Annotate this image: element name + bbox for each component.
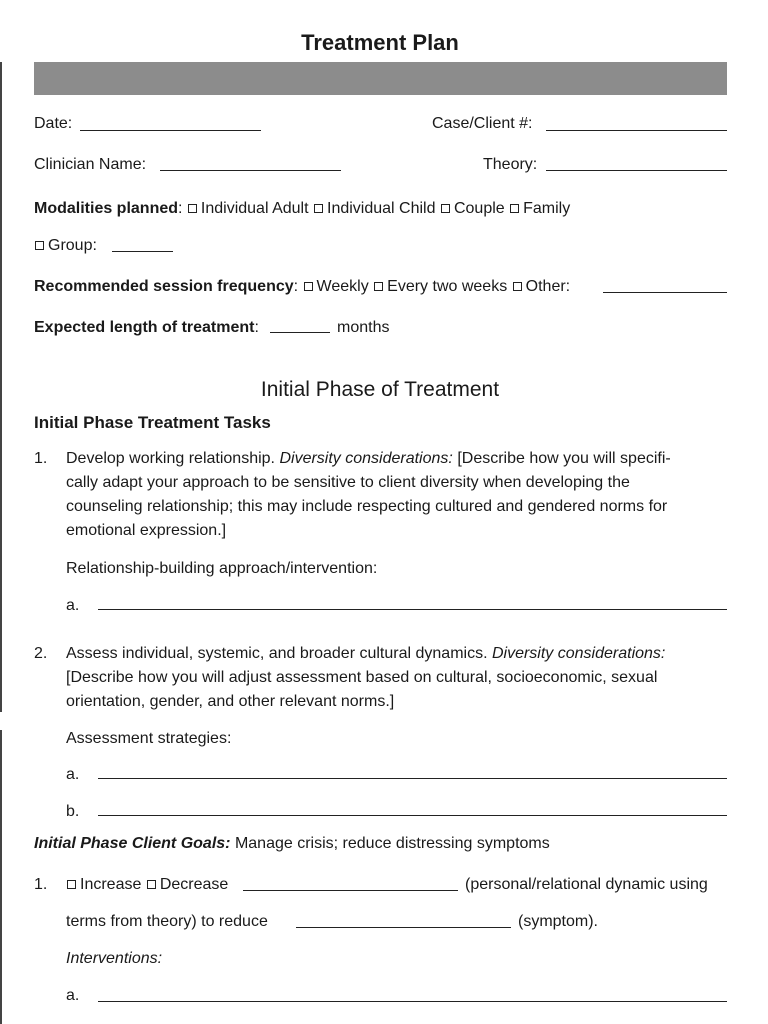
task1-item-a-label: a.	[66, 597, 80, 614]
group-row	[34, 236, 97, 256]
option-weekly: Weekly	[316, 278, 369, 295]
option-every-two-weeks: Every two weeks	[387, 278, 508, 295]
group-label: Group:	[48, 237, 97, 254]
task1-line4: emotional expression.]	[66, 522, 227, 539]
task1-line1-rest: [Describe how you will specifi-	[457, 450, 671, 467]
task2-item-b-label: b.	[66, 803, 80, 820]
option-family: Family	[523, 200, 571, 217]
frequency-other-field[interactable]	[603, 292, 727, 293]
goal1-dynamic-field[interactable]	[243, 890, 458, 891]
task1-number: 1.	[34, 450, 48, 467]
goal1-symptom-text: (symptom).	[518, 913, 598, 930]
header-banner	[34, 62, 727, 95]
case-label: Case/Client #:	[432, 115, 533, 132]
checkbox-decrease[interactable]	[147, 880, 156, 889]
interventions-label: Interventions:	[66, 950, 163, 967]
goals-label: Initial Phase Client Goals:	[34, 835, 231, 852]
frequency-row: Recommended session frequency: Weekly Every two weeks Other:	[34, 278, 571, 295]
task2-item-a-field[interactable]	[98, 778, 727, 779]
initial-phase-heading: Initial Phase of Treatment	[260, 378, 500, 401]
task2-line1	[66, 642, 665, 666]
length-field[interactable]	[270, 332, 330, 333]
task2-sub-label: Assessment strategies:	[66, 730, 232, 747]
option-increase: Increase	[80, 876, 142, 893]
option-individual-child: Individual Child	[327, 200, 436, 217]
task2-line3: orientation, gender, and other relevant norms.]	[66, 693, 395, 710]
option-individual-adult: Individual Adult	[200, 200, 309, 217]
checkbox-other[interactable]	[513, 282, 522, 291]
goal1-terms-text: terms from theory) to reduce	[66, 913, 268, 930]
length-row: Expected length of treatment:	[34, 319, 259, 336]
task1-sub-label: Relationship-building approach/intervention:	[66, 560, 378, 577]
goal1-number: 1.	[34, 876, 48, 893]
clinician-field[interactable]	[160, 170, 341, 171]
theory-label: Theory:	[483, 156, 538, 173]
case-field[interactable]	[546, 130, 727, 131]
modalities-label: Modalities planned	[34, 200, 179, 217]
checkbox-increase[interactable]	[67, 880, 76, 889]
task2-line2: [Describe how you will adjust assessment based on cultural, socioeconomic, sexual	[66, 669, 658, 686]
length-label: Expected length of treatment	[34, 319, 255, 336]
task2-lead: Assess individual, systemic, and broader cultural dynamics.	[66, 645, 488, 662]
goal1-dynamic-text: (personal/relational dynamic using	[465, 876, 708, 893]
task1-item-a-field[interactable]	[98, 609, 727, 610]
goal1-item-a-label: a.	[66, 987, 80, 1004]
clinician-label: Clinician Name:	[34, 156, 147, 173]
date-label: Date:	[34, 115, 73, 132]
goal1-symptom-field[interactable]	[296, 927, 511, 928]
goal1-options	[66, 875, 228, 895]
checkbox-individual-adult[interactable]	[188, 204, 197, 213]
task2-item-b-field[interactable]	[98, 815, 727, 816]
task2-item-a-label: a.	[66, 766, 80, 783]
checkbox-group[interactable]	[35, 241, 44, 250]
option-decrease: Decrease	[159, 876, 229, 893]
task1-line2: cally adapt your approach to be sensitive to client diversity when developing the	[66, 474, 630, 491]
page-title: Treatment Plan	[301, 30, 459, 55]
task2-diversity-label: Diversity considerations:	[491, 645, 666, 662]
goal1-item-a-field[interactable]	[98, 1001, 727, 1002]
option-couple: Couple	[453, 200, 505, 217]
goals-row	[34, 834, 550, 854]
checkbox-couple[interactable]	[441, 204, 450, 213]
option-other: Other:	[525, 278, 571, 295]
checkbox-individual-child[interactable]	[314, 204, 323, 213]
checkbox-every-two-weeks[interactable]	[374, 282, 383, 291]
checkbox-family[interactable]	[510, 204, 519, 213]
goals-text: Manage crisis; reduce distressing symptoms	[234, 835, 550, 852]
margin-mark-bottom	[0, 730, 2, 1024]
length-unit: months	[337, 319, 390, 336]
task1-lead: Develop working relationship.	[66, 450, 275, 467]
task1-line3: counseling relationship; this may include respecting cultured and gendered norms for	[66, 498, 668, 515]
task1-diversity-label: Diversity considerations:	[279, 450, 453, 467]
date-field[interactable]	[80, 130, 261, 131]
theory-field[interactable]	[546, 170, 727, 171]
group-field[interactable]	[112, 251, 173, 252]
checkbox-weekly[interactable]	[304, 282, 313, 291]
tasks-heading: Initial Phase Treatment Tasks	[34, 413, 271, 432]
task1-line1	[66, 447, 671, 471]
modalities-row: Modalities planned: Individual Adult Individual Child Couple Family	[34, 200, 571, 217]
task2-number: 2.	[34, 645, 48, 662]
frequency-label: Recommended session frequency	[34, 278, 294, 295]
